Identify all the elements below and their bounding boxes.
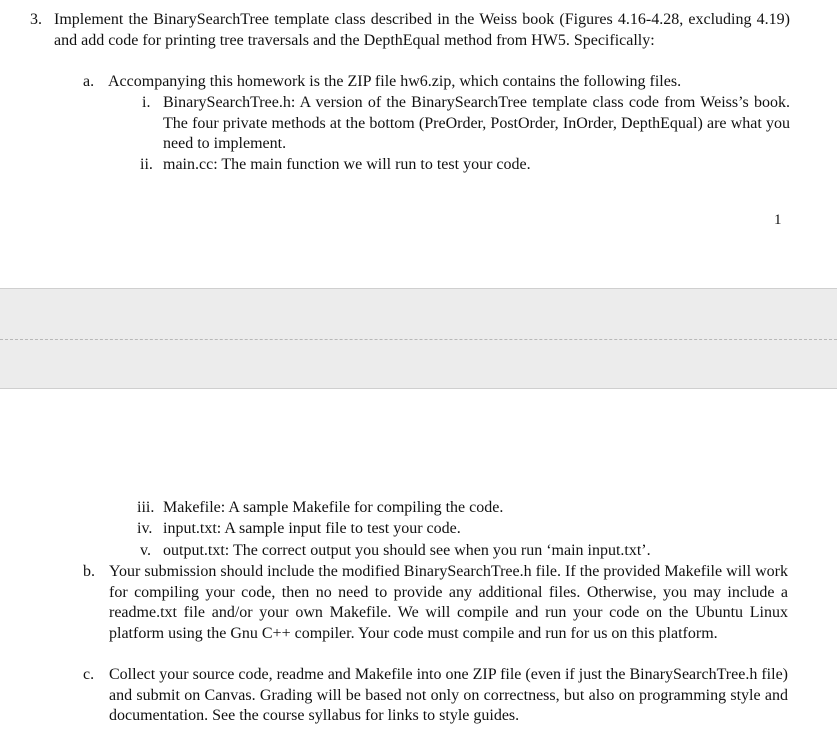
list-item-text: Makefile: A sample Makefile for compiling the code. (163, 499, 504, 516)
list-item-text: Your submission should include the modified BinarySearchTree.h file. If the provided Makefile will work for compiling your code, then no need to provide any additional files. Otherwise, you may include a readme.txt file and/or your own Makefile. We will compile and run your code on the Ubuntu Linux platform using the Gnu C++ compiler. Your code must compile and run for us on this platform. (109, 563, 788, 642)
list-item-3a-iv (137, 519, 790, 540)
list-item-text: input.txt: A sample input file to test your code. (163, 520, 461, 537)
list-item-3a (83, 72, 790, 93)
list-item-text: Implement the BinarySearchTree template class described in the Weiss book (Figures 4.16-4.28, excluding 4.19) and add code for printing tree traversals and the DepthEqual method from HW5. Specifically: (54, 11, 790, 49)
list-item-text: output.txt: The correct output you should see when you run ‘main input.txt’. (163, 542, 651, 559)
list-item-text: Accompanying this homework is the ZIP file hw6.zip, which contains the following files. (108, 73, 682, 90)
list-marker: 3. (30, 11, 42, 28)
list-item-3a-iii (137, 498, 790, 519)
list-item-3a-i (140, 93, 790, 155)
page-break-line (0, 339, 837, 340)
document-page-bottom (0, 389, 837, 754)
list-item-3c (83, 665, 788, 727)
list-marker: iii. (137, 499, 155, 516)
list-marker: b. (83, 563, 95, 580)
list-marker: i. (142, 94, 151, 111)
list-marker: iv. (137, 520, 153, 537)
list-marker: v. (140, 542, 151, 559)
list-item-text: Collect your source code, readme and Makefile into one ZIP file (even if just the BinarySearchTree.h file) and submit on Canvas. Grading will be based not only on correctness, but also on programming style and documentation. See the course syllabus for links to style guides. (109, 666, 788, 724)
list-item-3 (30, 10, 790, 51)
list-item-3b (83, 562, 788, 644)
list-item-3a-v (140, 541, 790, 562)
list-item-text: BinarySearchTree.h: A version of the BinarySearchTree template class code from Weiss’s book. The four private methods at the bottom (PreOrder, PostOrder, InOrder, DepthEqual) are what you need to implement. (163, 94, 790, 152)
page-number: 1 (774, 212, 782, 228)
list-item-text: main.cc: The main function we will run to test your code. (163, 156, 531, 173)
list-item-3a-ii (140, 155, 790, 176)
document-page-top (0, 0, 837, 288)
list-marker: a. (83, 73, 95, 90)
list-marker: ii. (140, 156, 153, 173)
list-marker: c. (83, 666, 95, 683)
